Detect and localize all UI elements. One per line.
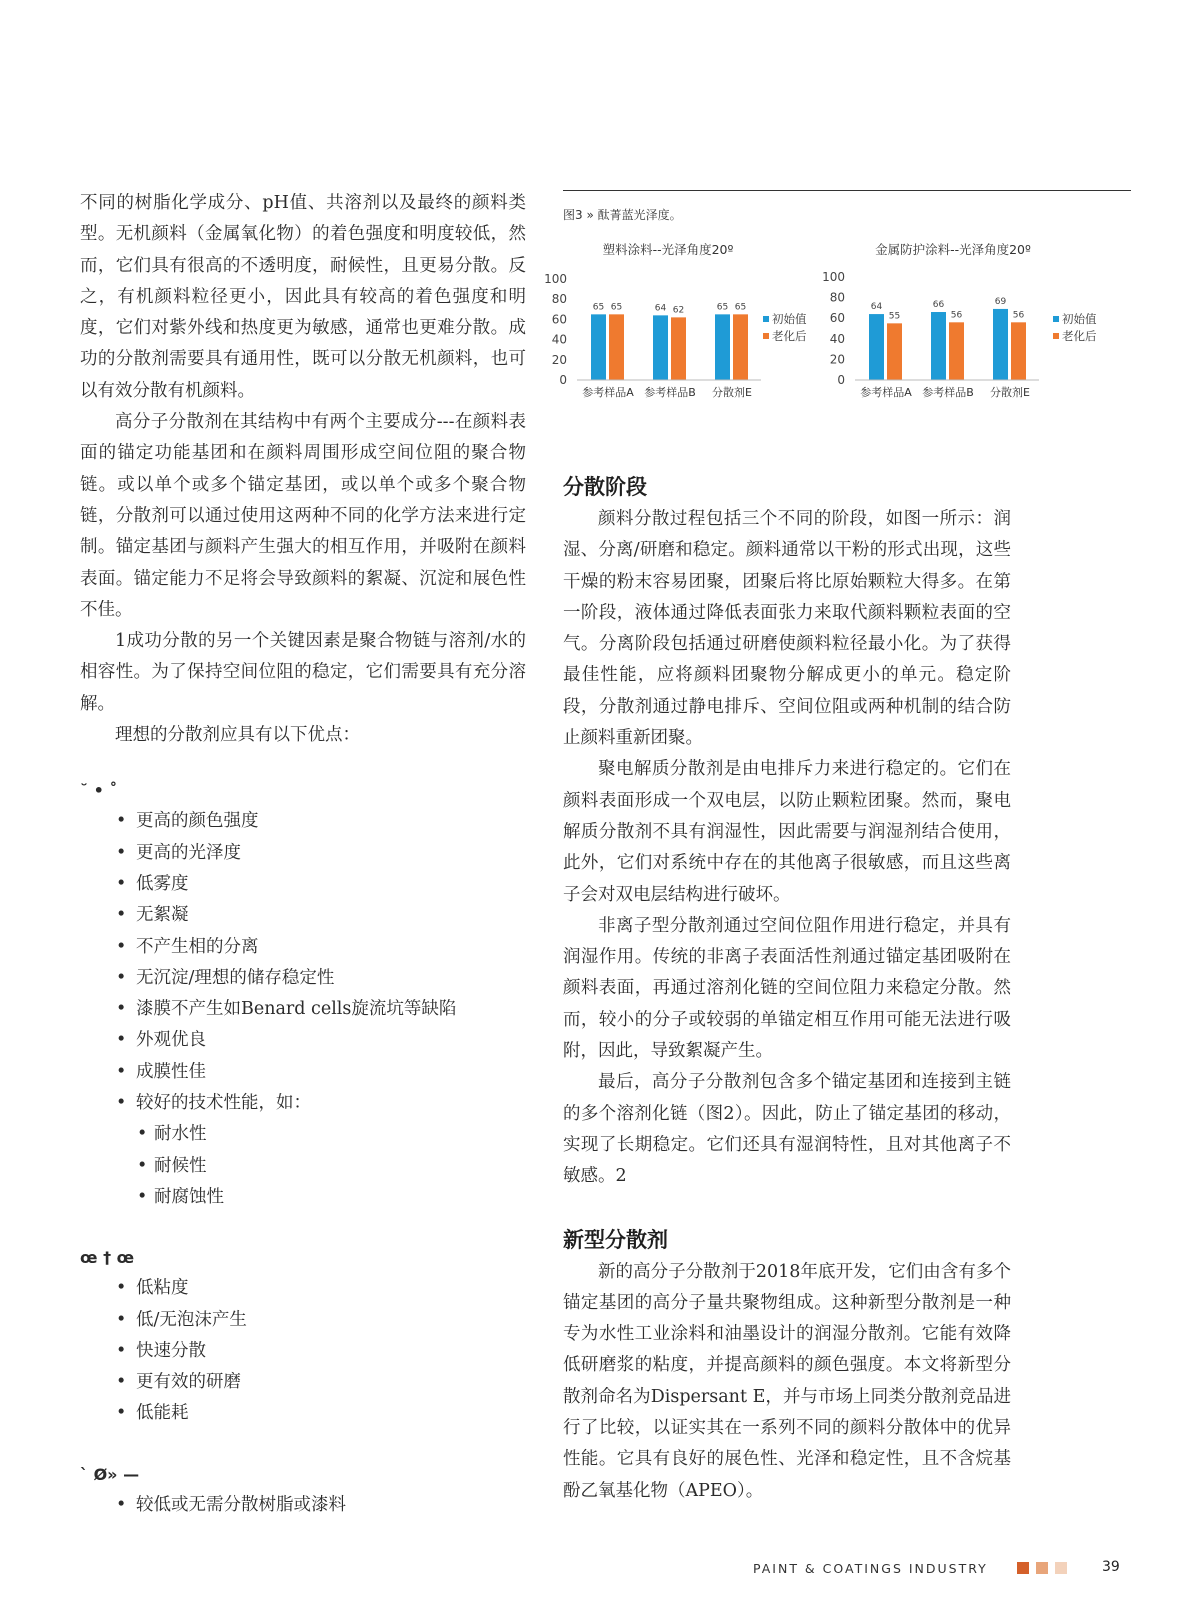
list-item-text: 无絮凝 — [136, 905, 189, 926]
list-item — [137, 1151, 526, 1182]
x-tick-label: 参考样品B — [644, 386, 696, 399]
list-item-text: 耐水性 — [154, 1124, 207, 1145]
list-item — [116, 1305, 526, 1336]
list-item — [116, 806, 526, 837]
group-symbol: œ † œ — [80, 1248, 135, 1268]
paragraph: 高分子分散剂在其结构中有两个主要成分---在颜料表面的锚定功能基团和在颜料周围形成空间位阻的聚合物链。或以单个或多个锚定基团，或以单个或多个聚合物链，分散剂可以通过使用这两种不同的化学方法来进行定制。锚定基团与颜料产生强大的相互作用，并吸附在颜料表面。锚定能力不足将会导致颜料的絮凝、沉淀和展色性不佳。 — [80, 412, 526, 620]
bar — [993, 309, 1008, 380]
data-label: 55 — [888, 311, 901, 322]
left-column — [80, 188, 526, 1521]
data-label: 56 — [1012, 310, 1025, 321]
bullet-icon: • — [137, 1124, 148, 1145]
bar — [609, 314, 624, 380]
bar — [733, 314, 748, 380]
bullet-icon: • — [116, 1494, 127, 1515]
y-tick-label: 40 — [551, 332, 567, 347]
bullet-icon: • — [116, 811, 127, 832]
sub-list — [116, 1119, 526, 1213]
bar — [887, 323, 902, 380]
y-tick-label: 100 — [822, 270, 845, 284]
bar — [653, 315, 668, 380]
bullet-icon: • — [116, 1093, 127, 1114]
paragraph: 新的高分子分散剂于2018年底开发，它们由含有多个锚定基团的高分子量共聚物组成。这种新型分散剂是一种专为水性工业涂料和油墨设计的润湿分散剂。它能有效降低研磨浆的粘度，并提高颜料的颜色强度。本文将新型分散剂命名为Dispersant E，并与市场上同类分散剂竞品进行了比较，以证实其在一系列不同的颜料分散体中的优异性能。它具有良好的展色性、光泽和稳定性，且不含烷基酚乙氧基化物（APEO）。 — [563, 1261, 1011, 1501]
journal-name: PAINT & COATINGS INDUSTRY — [753, 1561, 988, 1576]
y-tick-label: 60 — [829, 311, 845, 326]
x-tick-label: 参考样品A — [860, 386, 912, 399]
bar — [591, 314, 606, 380]
bar — [671, 317, 686, 380]
data-label: 65 — [592, 302, 605, 313]
list-item — [116, 994, 526, 1025]
y-tick-label: 60 — [551, 312, 567, 327]
figure-caption: 图3 » 酞菁蓝光泽度。 — [563, 208, 682, 222]
legend-swatch — [763, 316, 769, 322]
legend-swatch — [1053, 316, 1059, 322]
paragraph: 最后，高分子分散剂包含多个锚定基团和连接到主链的多个溶剂化链（图2）。因此，防止了锚定基团的移动，实现了长期稳定。它们还具有湿润特性，且对其他离子不敏感。2 — [563, 1072, 1011, 1187]
paragraph: 非离子型分散剂通过空间位阻作用进行稳定，并具有润湿作用。传统的非离子表面活性剂通过锚定基团吸附在颜料表面，再通过溶剂化链的空间位阻力来稳定分散。然而，较小的分子或较弱的单锚定相互作用可能无法进行吸附，因此，导致絮凝产生。 — [563, 915, 1011, 1062]
bullet-icon: • — [116, 905, 127, 926]
y-tick-label: 0 — [559, 373, 567, 387]
y-tick-label: 20 — [551, 352, 567, 367]
paragraph: 聚电解质分散剂是由电排斥力来进行稳定的。它们在颜料表面形成一个双电层，以防止颗粒团聚。然而，聚电解质分散剂不具有润湿性，因此需要与润湿剂结合使用，此外，它们对系统中存在的其他离子很敏感，而且这些离子会对双电层结构进行破坏。 — [563, 759, 1011, 905]
group-symbol: ˘ • ˚ — [80, 781, 118, 801]
advantage-list — [80, 1273, 526, 1429]
list-item — [116, 963, 526, 994]
paragraph: 理想的分散剂应具有以下优点： — [115, 725, 360, 746]
advantage-list-nested — [80, 1119, 526, 1213]
bullet-icon: • — [116, 873, 127, 894]
list-item — [116, 1490, 526, 1521]
bar — [1011, 322, 1026, 380]
bullet-icon: • — [116, 1309, 127, 1330]
bullet-icon: • — [116, 1278, 127, 1299]
list-item-text: 较好的技术性能，如： — [136, 1093, 311, 1114]
bullet-icon: • — [116, 1372, 127, 1393]
paragraph: 颜料分散过程包括三个不同的阶段，如图一所示：润湿、分离/研磨和稳定。颜料通常以干粉的形式出现，这些干燥的粉末容易团聚，团聚后将比原始颗粒大得多。在第一阶段，液体通过降低表面张力来取代颜料颗粒表面的空气。分离阶段包括通过研磨使颜料粒径最小化。为了获得最佳性能，应将颜料团聚物分解成更小的单元。稳定阶段，分散剂通过静电排斥、空间位阻或两种机制的结合防止颜料重新团聚。 — [563, 509, 1011, 749]
list-item-text: 无沉淀/理想的储存稳定性 — [136, 967, 335, 988]
section-heading: 分散阶段 — [563, 475, 647, 499]
list-item — [116, 1025, 526, 1056]
legend-label: 初始值 — [772, 312, 807, 326]
data-label: 62 — [672, 305, 685, 316]
group-symbol: ` Ø» — — [80, 1464, 140, 1484]
x-tick-label: 分散剂E — [712, 386, 752, 399]
gloss-charts — [544, 190, 1131, 425]
x-tick-label: 参考样品A — [582, 386, 634, 399]
list-item — [137, 1119, 526, 1150]
list-item — [116, 900, 526, 931]
legend-label: 初始值 — [1062, 312, 1097, 326]
list-item-text: 不产生相的分离 — [136, 936, 259, 957]
bar — [869, 314, 884, 380]
footer-square — [1036, 1562, 1048, 1574]
advantage-list — [80, 806, 526, 1119]
bullet-icon: • — [116, 1061, 127, 1082]
section-heading: 新型分散剂 — [563, 1227, 668, 1252]
list-item — [116, 838, 526, 869]
y-tick-label: 20 — [829, 352, 845, 367]
bullet-icon: • — [116, 967, 127, 988]
list-item-text: 耐腐蚀性 — [154, 1186, 224, 1207]
list-item-text: 成膜性佳 — [136, 1061, 206, 1082]
bullet-icon: • — [116, 999, 127, 1020]
y-tick-label: 0 — [837, 373, 845, 387]
bullet-icon: • — [116, 1340, 127, 1361]
data-label: 65 — [734, 302, 747, 313]
bullet-icon: • — [116, 1403, 127, 1424]
bar — [949, 322, 964, 380]
data-label: 69 — [994, 296, 1007, 307]
list-item-text: 更有效的研磨 — [136, 1372, 241, 1393]
list-item — [116, 1336, 526, 1367]
list-item-text: 低/无泡沫产生 — [136, 1309, 247, 1330]
data-label: 65 — [716, 302, 729, 313]
list-item-text: 低雾度 — [136, 873, 189, 894]
data-label: 65 — [610, 302, 623, 313]
list-item-text: 耐候性 — [154, 1155, 207, 1176]
list-item — [116, 932, 526, 963]
y-tick-label: 80 — [551, 292, 567, 307]
x-tick-label: 分散剂E — [990, 386, 1030, 399]
chart-title: 金属防护涂料--光泽角度20º — [875, 242, 1031, 257]
bullet-icon: • — [116, 1030, 127, 1051]
list-item-text: 快速分散 — [136, 1340, 206, 1361]
list-item — [116, 869, 526, 900]
x-tick-label: 参考样品B — [922, 386, 974, 399]
list-item — [116, 1088, 526, 1119]
advantage-list — [80, 1490, 526, 1521]
list-item-text: 低能耗 — [136, 1403, 189, 1424]
list-item — [116, 1057, 526, 1088]
y-tick-label: 80 — [829, 290, 845, 305]
y-tick-label: 40 — [829, 331, 845, 346]
data-label: 64 — [870, 302, 883, 313]
footer-square — [1017, 1562, 1029, 1574]
bar — [931, 312, 946, 380]
list-item-text: 外观优良 — [136, 1030, 206, 1051]
list-item — [137, 1182, 526, 1213]
list-item-text: 更高的光泽度 — [136, 842, 241, 863]
legend-label: 老化后 — [772, 329, 807, 343]
legend-label: 老化后 — [1062, 329, 1097, 343]
list-item — [116, 1367, 526, 1398]
list-item-text: 更高的颜色强度 — [136, 811, 259, 832]
list-item-text: 较低或无需分散树脂或漆料 — [136, 1494, 346, 1515]
list-item-text: 漆膜不产生如Benard cells旋流坑等缺陷 — [136, 999, 457, 1020]
chart-title: 塑料涂料--光泽角度20º — [602, 242, 734, 257]
data-label: 56 — [950, 310, 963, 321]
data-label: 66 — [932, 300, 945, 311]
list-item — [116, 1398, 526, 1429]
y-tick-label: 100 — [544, 272, 567, 286]
list-item-text: 低粘度 — [136, 1278, 189, 1299]
paragraph: 不同的树脂化学成分、pH值、共溶剂以及最终的颜料类型。无机颜料（金属氧化物）的着色强度和明度较低，然而，它们具有很高的不透明度，耐候性，且更易分散。反之，有机颜料粒径更小，因此具有较高的着色强度和明度，它们对紫外线和热度更为敏感，通常也更难分散。成功的分散剂需要具有通用性，既可以分散无机颜料，也可以有效分散有机颜料。 — [80, 193, 526, 401]
bar — [715, 314, 730, 380]
paragraph: 1成功分散的另一个关键因素是聚合物链与溶剂/水的相容性。为了保持空间位阻的稳定，它们需要具有充分溶解。 — [80, 631, 526, 714]
bullet-icon: • — [137, 1186, 148, 1207]
right-column — [563, 470, 1011, 1507]
data-label: 64 — [654, 303, 667, 314]
legend-swatch — [763, 333, 769, 339]
footer-square — [1055, 1562, 1067, 1574]
bullet-icon: • — [116, 842, 127, 863]
list-item — [116, 1273, 526, 1304]
legend-swatch — [1053, 333, 1059, 339]
page-number: 39 — [1102, 1559, 1120, 1575]
bullet-icon: • — [116, 936, 127, 957]
bullet-icon: • — [137, 1155, 148, 1176]
